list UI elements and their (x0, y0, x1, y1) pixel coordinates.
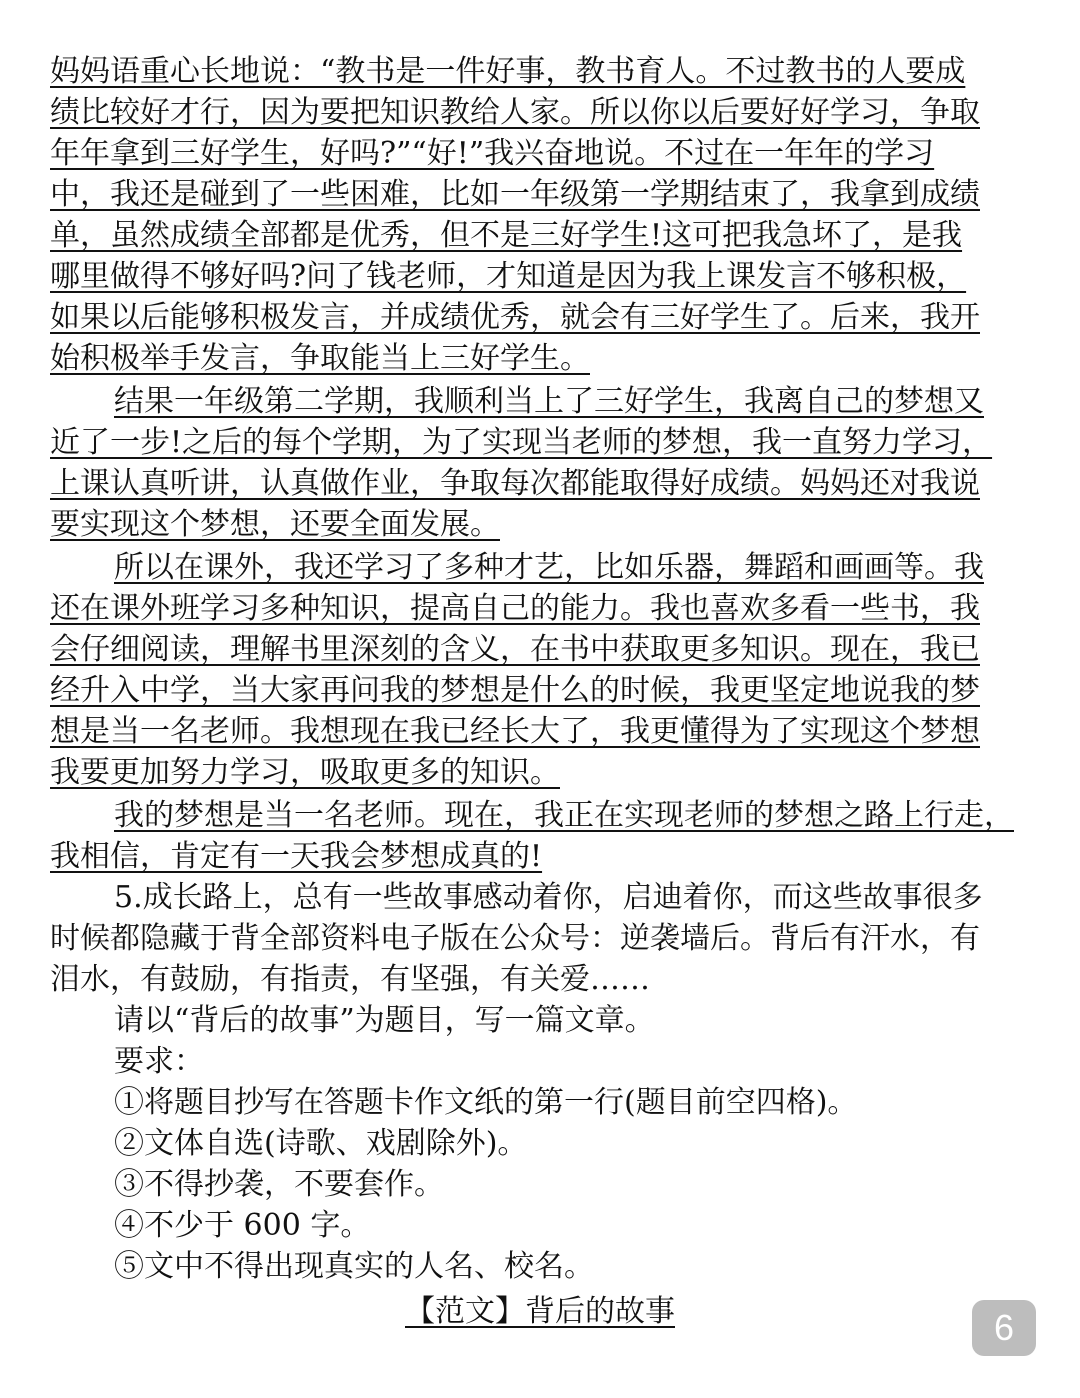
essay-line: 中，我还是碰到了一些困难，比如一年级第一学期结束了，我拿到成绩 (50, 177, 980, 212)
essay-line: 绩比较好才行，因为要把知识教给人家。所以你以后要好好学习，争取 (50, 95, 980, 130)
question-line: 5.成长路上，总有一些故事感动着你，启迪着你，而这些故事很多 (114, 880, 983, 915)
requirement-item: ④不少于 600 字。 (114, 1208, 371, 1243)
model-essay-title-text: 【范文】背后的故事 (405, 1294, 675, 1329)
page-number-badge: 6 (972, 1300, 1036, 1356)
essay-line: 年年拿到三好学生，好吗?”“好!”我兴奋地说。不过在一年年的学习 (50, 136, 935, 171)
model-essay-title (0, 1292, 1080, 1332)
requirements-label: 要求： (114, 1044, 204, 1079)
question-line: 泪水，有鼓励，有指责，有坚强，有关爱…… (50, 962, 650, 997)
essay-line: 如果以后能够积极发言，并成绩优秀，就会有三好学生了。后来，我开 (50, 300, 980, 335)
question-prompt: 请以“背后的故事”为题目，写一篇文章。 (114, 1003, 655, 1038)
essay-line: 还在课外班学习多种知识，提高自己的能力。我也喜欢多看一些书，我 (50, 591, 980, 626)
essay-line: 单，虽然成绩全部都是优秀，但不是三好学生!这可把我急坏了，是我 (50, 218, 963, 253)
essay-line: 上课认真听讲，认真做作业，争取每次都能取得好成绩。妈妈还对我说 (50, 466, 980, 501)
essay-line: 我相信，肯定有一天我会梦想成真的! (50, 839, 543, 874)
essay-line: 所以在课外，我还学习了多种才艺，比如乐器，舞蹈和画画等。我 (114, 550, 984, 585)
essay-line: 近了一步!之后的每个学期，为了实现当老师的梦想，我一直努力学习， (50, 425, 993, 460)
essay-line: 会仔细阅读，理解书里深刻的含义，在书中获取更多知识。现在，我已 (50, 632, 980, 667)
essay-line: 想是当一名老师。我想现在我已经长大了，我更懂得为了实现这个梦想 (50, 714, 980, 749)
essay-line: 哪里做得不够好吗?问了钱老师，才知道是因为我上课发言不够积极， (50, 259, 967, 294)
essay-line: 结果一年级第二学期，我顺利当上了三好学生，我离自己的梦想又 (114, 384, 984, 419)
essay-line: 妈妈语重心长地说：“教书是一件好事，教书育人。不过教书的人要成 (50, 54, 966, 89)
requirement-item: ①将题目抄写在答题卡作文纸的第一行(题目前空四格)。 (114, 1085, 858, 1120)
requirement-item: ③不得抄袭，不要套作。 (114, 1167, 444, 1202)
question-line: 时候都隐藏于背全部资料电子版在公众号：逆袭墙后。背后有汗水，有 (50, 921, 980, 956)
essay-line: 经升入中学，当大家再问我的梦想是什么的时候，我更坚定地说我的梦 (50, 673, 980, 708)
essay-line: 我的梦想是当一名老师。现在，我正在实现老师的梦想之路上行走， (114, 798, 1014, 833)
essay-line: 始积极举手发言，争取能当上三好学生。 (50, 341, 590, 376)
essay-line: 要实现这个梦想，还要全面发展。 (50, 507, 500, 542)
requirement-item: ②文体自选(诗歌、戏剧除外)。 (114, 1126, 528, 1161)
essay-line: 我要更加努力学习，吸取更多的知识。 (50, 755, 560, 790)
requirement-item: ⑤文中不得出现真实的人名、校名。 (114, 1249, 594, 1284)
